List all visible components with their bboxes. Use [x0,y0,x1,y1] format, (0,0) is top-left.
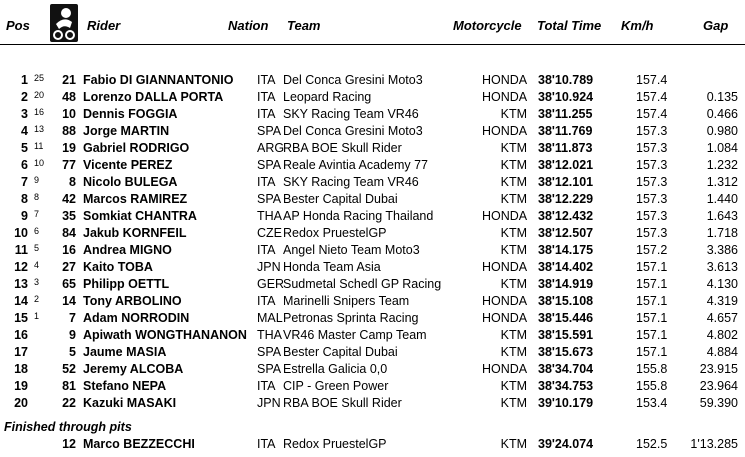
results-header [0,0,745,45]
table-row [0,242,745,259]
cell-num: 27 [62,260,76,274]
cell-kmh: 157.3 [636,226,668,240]
cell-pos: 6 [21,158,28,172]
cell-nation: JPN [257,260,281,274]
cell-time: 38'34.753 [538,379,594,393]
table-row [0,378,745,395]
cell-grid: 16 [34,107,45,117]
cell-time: 38'15.446 [538,311,594,325]
motorcycle-rider-logo-icon [50,4,78,42]
cell-num: 14 [62,294,76,308]
cell-nation: SPA [257,192,282,206]
cell-grid: 20 [34,90,45,100]
cell-kmh: 155.8 [636,379,668,393]
cell-moto: KTM [500,158,527,172]
cell-grid: 13 [34,124,45,134]
cell-time: 38'15.108 [538,294,594,308]
cell-team: Bester Capital Dubai [283,345,398,359]
cell-num: 10 [62,107,76,121]
cell-num: 42 [62,192,76,206]
cell-pos: 17 [14,345,28,359]
cell-pos: 15 [14,311,28,325]
cell-gap: 4.802 [706,328,738,342]
cell-pos: 19 [14,379,28,393]
table-row [0,293,745,310]
cell-team: AP Honda Racing Thailand [283,209,434,223]
table-row [0,276,745,293]
header-total-time: Total Time [537,18,602,33]
table-row [0,225,745,242]
cell-team: Sudmetal Schedl GP Racing [283,277,442,291]
cell-num: 35 [62,209,76,223]
cell-gap: 1.084 [706,141,738,155]
cell-gap: 4.657 [706,311,738,325]
cell-num: 81 [62,379,76,393]
cell-nation: ITA [257,294,276,308]
cell-time: 38'10.789 [538,73,594,87]
header-team: Team [287,18,321,33]
cell-moto: KTM [500,226,527,240]
table-row [0,157,745,174]
cell-num: 16 [62,243,76,257]
cell-moto: KTM [500,396,527,410]
table-row [0,106,745,123]
cell-time: 38'12.507 [538,226,594,240]
cell-rider: Andrea MIGNO [83,243,172,257]
cell-nation: SPA [257,124,282,138]
cell-nation: SPA [257,345,282,359]
cell-time: 38'11.873 [538,141,593,155]
cell-rider: Apiwath WONGTHANANON [83,328,247,342]
table-row [0,395,745,412]
cell-grid: 25 [34,73,45,83]
cell-team: RBA BOE Skull Rider [283,396,402,410]
cell-kmh: 157.1 [636,345,668,359]
cell-pos: 20 [14,396,28,410]
cell-moto: KTM [500,192,527,206]
cell-rider: Tony ARBOLINO [83,294,182,308]
cell-num: 7 [69,311,76,325]
cell-kmh: 157.3 [636,124,668,138]
cell-kmh: 157.1 [636,260,668,274]
cell-kmh: 157.1 [636,328,668,342]
cell-moto: KTM [500,379,527,393]
cell-team: SKY Racing Team VR46 [283,107,419,121]
cell-nation: THA [257,328,282,342]
cell-num: 84 [62,226,76,240]
cell-grid: 11 [34,141,44,151]
cell-rider: Kaito TOBA [83,260,153,274]
cell-rider: Marcos RAMIREZ [83,192,188,206]
cell-num: 8 [69,175,76,189]
cell-kmh: 157.1 [636,311,668,325]
table-row [0,436,745,453]
cell-kmh: 152.5 [636,437,668,451]
cell-team: Redox PruestelGP [283,226,387,240]
cell-nation: ARG [257,141,285,155]
cell-rider: Fabio DI GIANNANTONIO [83,73,234,87]
cell-gap: 1.718 [706,226,738,240]
cell-rider: Nicolo BULEGA [83,175,178,189]
table-row [0,259,745,276]
cell-nation: ITA [257,243,276,257]
cell-gap: 1.312 [706,175,738,189]
cell-team: Redox PruestelGP [283,437,387,451]
cell-moto: HONDA [482,73,528,87]
cell-kmh: 157.3 [636,192,668,206]
cell-rider: Jaume MASIA [83,345,167,359]
cell-time: 38'11.255 [538,107,593,121]
cell-gap: 1.643 [706,209,738,223]
table-row [0,140,745,157]
cell-time: 38'34.704 [538,362,594,376]
table-row [0,89,745,106]
cell-pos: 18 [14,362,28,376]
table-row [0,72,745,89]
cell-kmh: 157.3 [636,175,668,189]
cell-nation: SPA [257,362,282,376]
cell-nation: ITA [257,107,276,121]
cell-rider: Gabriel RODRIGO [83,141,190,155]
cell-grid: 5 [34,243,40,253]
cell-pos: 1 [21,73,28,87]
cell-kmh: 153.4 [636,396,668,410]
cell-moto: KTM [500,437,527,451]
cell-team: Del Conca Gresini Moto3 [283,124,423,138]
table-row [0,327,745,344]
cell-moto: HONDA [482,260,528,274]
cell-time: 38'14.402 [538,260,594,274]
cell-team: Bester Capital Dubai [283,192,398,206]
cell-rider: Lorenzo DALLA PORTA [83,90,224,104]
cell-time: 38'14.175 [538,243,594,257]
cell-grid: 10 [34,158,45,168]
cell-gap: 0.135 [706,90,738,104]
header-nation: Nation [228,18,269,33]
cell-pos: 13 [14,277,28,291]
cell-pos: 12 [14,260,28,274]
cell-rider: Stefano NEPA [83,379,167,393]
cell-pos: 16 [14,328,28,342]
cell-rider: Jeremy ALCOBA [83,362,184,376]
cell-team: Leopard Racing [283,90,372,104]
cell-rider: Jakub KORNFEIL [83,226,187,240]
cell-time: 38'12.432 [538,209,594,223]
cell-moto: HONDA [482,209,528,223]
cell-team: Petronas Sprinta Racing [283,311,419,325]
cell-num: 19 [62,141,76,155]
cell-time: 38'12.021 [538,158,594,172]
cell-num: 48 [62,90,76,104]
header-rider: Rider [87,18,121,33]
cell-num: 5 [69,345,76,359]
cell-time: 38'10.924 [538,90,594,104]
cell-kmh: 157.1 [636,294,668,308]
cell-pos: 10 [14,226,28,240]
cell-team: Del Conca Gresini Moto3 [283,73,423,87]
cell-nation: MAL [257,311,283,325]
cell-kmh: 157.3 [636,209,668,223]
cell-gap: 59.390 [699,396,738,410]
cell-grid: 7 [34,209,40,219]
cell-gap: 23.964 [699,379,738,393]
cell-grid: 3 [34,277,40,287]
table-row [0,208,745,225]
cell-num: 77 [62,158,76,172]
cell-pos: 9 [21,209,28,223]
cell-grid: 6 [34,226,40,236]
cell-pos: 2 [21,90,28,104]
cell-pos: 4 [21,124,28,138]
cell-rider: Somkiat CHANTRA [83,209,197,223]
cell-pos: 11 [14,243,28,257]
cell-team: Estrella Galicia 0,0 [283,362,388,376]
cell-rider: Jorge MARTIN [83,124,170,138]
cell-team: RBA BOE Skull Rider [283,141,402,155]
cell-gap: 4.319 [706,294,738,308]
cell-time: 38'12.229 [538,192,594,206]
cell-gap: 23.915 [699,362,738,376]
cell-pos: 7 [21,175,28,189]
cell-kmh: 155.8 [636,362,668,376]
cell-moto: KTM [500,277,527,291]
cell-num: 65 [62,277,76,291]
cell-time: 38'12.101 [538,175,594,189]
cell-pos: 14 [14,294,28,308]
cell-gap: 0.466 [706,107,738,121]
cell-gap: 0.980 [706,124,738,138]
cell-time: 39'24.074 [538,437,594,451]
cell-pos: 8 [21,192,28,206]
cell-team: CIP - Green Power [283,379,389,393]
cell-moto: HONDA [482,311,528,325]
cell-nation: ITA [257,73,276,87]
cell-num: 52 [62,362,76,376]
cell-moto: KTM [500,141,527,155]
cell-nation: ITA [257,437,276,451]
cell-num: 9 [69,328,76,342]
cell-moto: KTM [500,107,527,121]
cell-moto: KTM [500,243,527,257]
cell-kmh: 157.3 [636,141,668,155]
cell-rider: Kazuki MASAKI [83,396,177,410]
cell-rider: Dennis FOGGIA [83,107,178,121]
cell-kmh: 157.4 [636,107,668,121]
cell-kmh: 157.2 [636,243,668,257]
cell-rider: Adam NORRODIN [83,311,190,325]
cell-moto: HONDA [482,124,528,138]
cell-time: 38'15.673 [538,345,594,359]
cell-team: VR46 Master Camp Team [283,328,427,342]
cell-pos: 5 [21,141,28,155]
cell-kmh: 157.3 [636,158,668,172]
cell-grid: 9 [34,175,40,185]
cell-time: 38'14.919 [538,277,594,291]
cell-nation: JPN [257,396,281,410]
cell-nation: ITA [257,90,276,104]
cell-rider: Vicente PEREZ [83,158,173,172]
cell-num: 88 [62,124,76,138]
cell-nation: THA [257,209,282,223]
table-row [0,344,745,361]
cell-kmh: 157.4 [636,73,668,87]
cell-moto: KTM [500,328,527,342]
cell-num: 21 [62,73,76,87]
cell-nation: ITA [257,379,276,393]
table-row [0,191,745,208]
table-row [0,174,745,191]
cell-moto: HONDA [482,294,528,308]
cell-nation: SPA [257,158,282,172]
cell-kmh: 157.4 [636,90,668,104]
cell-nation: CZE [257,226,282,240]
cell-team: Honda Team Asia [283,260,381,274]
cell-gap: 4.884 [706,345,738,359]
cell-nation: GER [257,277,285,291]
cell-grid: 8 [34,192,40,202]
cell-moto: HONDA [482,90,528,104]
cell-time: 39'10.179 [538,396,594,410]
cell-gap: 1.440 [706,192,738,206]
cell-gap: 3.386 [706,243,738,257]
cell-gap: 1'13.285 [690,437,738,451]
cell-grid: 1 [34,311,40,321]
cell-gap: 4.130 [706,277,738,291]
cell-num: 22 [62,396,76,410]
cell-team: Angel Nieto Team Moto3 [283,243,420,257]
cell-nation: ITA [257,175,276,189]
cell-gap: 3.613 [706,260,738,274]
cell-team: SKY Racing Team VR46 [283,175,419,189]
finished-through-pits-label: Finished through pits [4,420,132,434]
table-row [0,310,745,327]
cell-grid: 2 [34,294,40,304]
cell-kmh: 157.1 [636,277,668,291]
table-row [0,123,745,140]
header-motorcycle: Motorcycle [453,18,522,33]
cell-rider: Marco BEZZECCHI [83,437,195,451]
cell-num: 12 [62,437,76,451]
cell-grid: 4 [34,260,40,270]
cell-moto: KTM [500,175,527,189]
cell-time: 38'11.769 [538,124,593,138]
cell-rider: Philipp OETTL [83,277,170,291]
cell-gap: 1.232 [706,158,738,172]
table-row [0,361,745,378]
header-gap: Gap [703,18,729,33]
header-pos: Pos [6,18,30,33]
cell-time: 38'15.591 [538,328,594,342]
cell-moto: HONDA [482,362,528,376]
cell-team: Reale Avintia Academy 77 [283,158,429,172]
header-kmh: Km/h [621,18,654,33]
cell-team: Marinelli Snipers Team [283,294,410,308]
cell-pos: 3 [21,107,28,121]
cell-moto: KTM [500,345,527,359]
